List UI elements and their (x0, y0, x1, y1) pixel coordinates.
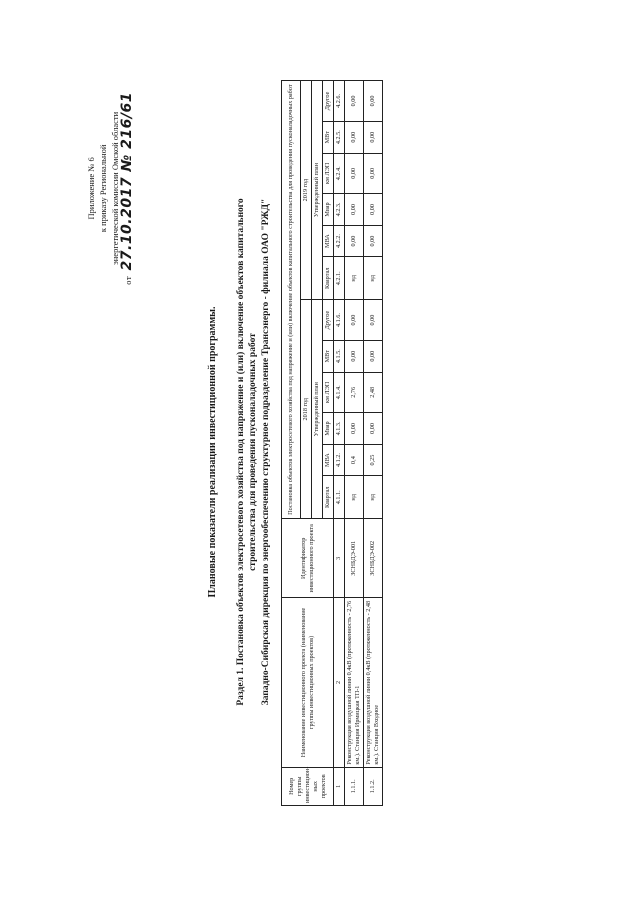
organization-title: Западно-Сибирская дирекция по энергообеспечению структурное подразделение Трансэнерго - филиала ОАО "РЖД" (261, 198, 271, 706)
col-number: 3 (334, 519, 345, 598)
row-value: 2,48 (364, 372, 383, 413)
col-number: 1 (334, 767, 345, 805)
table-row (345, 81, 364, 806)
row-value: нд (345, 476, 364, 519)
col-number: 4.2.5. (334, 121, 345, 153)
col-number: 4.1.2. (334, 444, 345, 476)
appendix-block (85, 92, 134, 285)
unit-mw: МВт (323, 340, 334, 372)
row-value: 0,00 (345, 81, 364, 122)
row-value: нд (364, 257, 383, 300)
row-value: нд (364, 476, 383, 519)
row-value: 0,00 (345, 300, 364, 341)
unit-mvar: Мвар (323, 194, 334, 226)
unit-mvar: Мвар (323, 413, 334, 445)
row-value: 2,76 (345, 372, 364, 413)
row-value: 0,00 (364, 413, 383, 445)
row-number: 1.1.1. (345, 767, 364, 805)
row-value: 0,00 (364, 225, 383, 257)
row-value: нд (345, 257, 364, 300)
col-number: 4.2.3. (334, 194, 345, 226)
unit-other: Другое (323, 300, 334, 341)
row-value: 0,00 (345, 413, 364, 445)
row-value: 0,00 (364, 194, 383, 226)
row-value: 0,00 (345, 153, 364, 194)
col-number: 4.2.4. (334, 153, 345, 194)
appendix-date-signature (121, 92, 134, 285)
row-value: 0,00 (345, 194, 364, 226)
col-number: 4.1.3. (334, 413, 345, 445)
row-value: 0,25 (364, 444, 383, 476)
col-number: 4.1.6. (334, 300, 345, 341)
unit-km: км ЛЭП (323, 153, 334, 194)
investment-table (281, 80, 383, 806)
unit-km: км ЛЭП (323, 372, 334, 413)
rotated-document-sheet (85, 82, 555, 822)
row-value: 0,00 (364, 340, 383, 372)
col-number: 4.1.4. (334, 372, 345, 413)
row-value: 0,00 (364, 153, 383, 194)
unit-quarter: Квартал (323, 257, 334, 300)
section-title-line-2: строительства для проведения пусконаладочных работ (248, 333, 258, 571)
unit-mw: МВт (323, 121, 334, 153)
column-number-row (334, 81, 345, 806)
row-value: 0,00 (345, 340, 364, 372)
appendix-line-2: к приказу Региональной (98, 144, 108, 233)
unit-other: Другое (323, 81, 334, 122)
header-number: Номер группы инвестиционных проектов (282, 767, 334, 805)
row-project-name: Реконструкция воздушной линии 0,4кВ (протяженность - 2,48 км.). Станция Входное (364, 598, 383, 767)
main-title: Плановые показатели реализации инвестиционной программы. (207, 306, 218, 598)
header-year-2018: 2018 год (301, 300, 312, 519)
header-project-id: Идентификатор инвестиционного проекта (282, 519, 334, 598)
row-project-id: ЗСНБДЭ-001 (345, 519, 364, 598)
row-value: 0,00 (364, 81, 383, 122)
col-number: 4.1.5. (334, 340, 345, 372)
header-row-super (282, 81, 301, 806)
header-project-name: Наименование инвестиционного проекта (наименование группы инвестиционных проектов) (282, 598, 334, 767)
date-prefix: от (123, 275, 133, 285)
section-title (235, 82, 259, 822)
col-number: 2 (334, 598, 345, 767)
header-plan-2019: Утвержденный план (312, 81, 323, 300)
appendix-line-3: энергетической комиссии Омской области (110, 111, 120, 265)
table-row (364, 81, 383, 806)
unit-quarter: Квартал (323, 476, 334, 519)
row-value: 0,4 (345, 444, 364, 476)
header-year-2019: 2019 год (301, 81, 312, 300)
col-number: 4.2.2. (334, 225, 345, 257)
row-value: 0,00 (345, 225, 364, 257)
row-number: 1.1.2. (364, 767, 383, 805)
row-project-id: ЗСНБДЭ-002 (364, 519, 383, 598)
col-number: 4.1.1. (334, 476, 345, 519)
row-value: 0,00 (345, 121, 364, 153)
appendix-line-1: Приложение № 6 (86, 157, 96, 220)
col-number: 4.2.6. (334, 81, 345, 122)
row-value: 0,00 (364, 300, 383, 341)
unit-mva: МВА (323, 225, 334, 257)
handwritten-date: 27.10.2017 № 216/61 (119, 92, 135, 271)
row-project-name: Реконструкция воздушной линии 0,4кВ (протяженность - 2,76 км.). Станция Ирмицкая ТП-1 (345, 598, 364, 767)
header-plan-2018: Утвержденный план (312, 300, 323, 519)
row-value: 0,00 (364, 121, 383, 153)
unit-mva: МВА (323, 444, 334, 476)
header-super: Постановка объектов электросетевого хозяйства под напряжение и (или) включение объектов капитального строительства для проведения пусконаладочных работ (282, 81, 301, 519)
col-number: 4.2.1. (334, 257, 345, 300)
section-title-line-1: Раздел 1. Постановка объектов электросетевого хозяйства под напряжение и (или) включение объектов капитального (236, 198, 246, 706)
